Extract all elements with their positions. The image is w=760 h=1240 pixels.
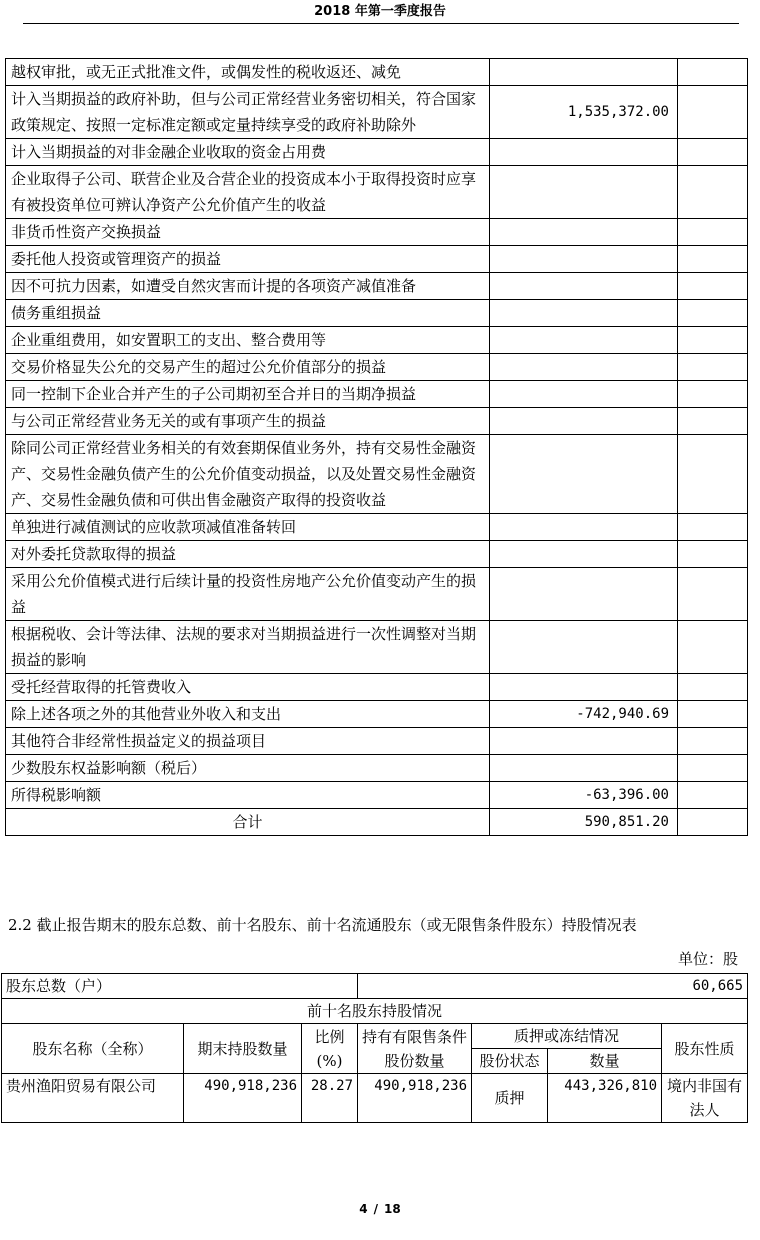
item-amount [490, 166, 678, 219]
table-row [6, 354, 748, 381]
item-amount [490, 568, 678, 621]
item-label: 企业重组费用，如安置职工的支出、整合费用等 [6, 327, 490, 354]
item-label: 根据税收、会计等法律、法规的要求对当期损益进行一次性调整对当期损益的影响 [6, 621, 490, 674]
table-row [6, 246, 748, 273]
header-pledge-status: 股份状态 [472, 1049, 548, 1074]
item-label: 越权审批，或无正式批准文件，或偶发性的税收返还、减免 [6, 59, 490, 86]
item-label: 其他符合非经常性损益定义的损益项目 [6, 728, 490, 755]
item-note [678, 782, 748, 809]
table-row [6, 755, 748, 782]
item-amount: -63,396.00 [490, 782, 678, 809]
item-label: 因不可抗力因素，如遭受自然灾害而计提的各项资产减值准备 [6, 273, 490, 300]
non-recurring-gains-table [5, 58, 748, 836]
header-pledge: 质押或冻结情况 [472, 1024, 662, 1049]
shareholders-table [1, 973, 748, 1123]
item-label: 交易价格显失公允的交易产生的超过公允价值部分的损益 [6, 354, 490, 381]
item-amount [490, 246, 678, 273]
top10-title: 前十名股东持股情况 [2, 999, 748, 1024]
item-note [678, 59, 748, 86]
item-note [678, 166, 748, 219]
header-pledge-count: 数量 [548, 1049, 662, 1074]
item-amount [490, 674, 678, 701]
table-row [6, 568, 748, 621]
table-row [6, 381, 748, 408]
item-amount [490, 300, 678, 327]
item-amount: 1,535,372.00 [490, 86, 678, 139]
item-note [678, 514, 748, 541]
item-label: 除上述各项之外的其他营业外收入和支出 [6, 701, 490, 728]
table-row [6, 701, 748, 728]
item-label: 债务重组损益 [6, 300, 490, 327]
total-note [678, 809, 748, 836]
item-label: 所得税影响额 [6, 782, 490, 809]
table-row [6, 86, 748, 139]
item-amount [490, 435, 678, 514]
item-amount: -742,940.69 [490, 701, 678, 728]
item-note [678, 408, 748, 435]
page-separator: / [373, 1202, 379, 1216]
page-footer [0, 1202, 760, 1216]
header-divider [23, 23, 739, 24]
item-amount [490, 327, 678, 354]
item-note [678, 381, 748, 408]
header-name: 股东名称（全称） [2, 1024, 184, 1074]
shareholder-pledge-count: 443,326,810 [548, 1074, 662, 1123]
table-row [6, 166, 748, 219]
item-note [678, 246, 748, 273]
item-amount [490, 354, 678, 381]
item-amount [490, 219, 678, 246]
header-restricted: 持有有限售条件股份数量 [358, 1024, 472, 1074]
item-note [678, 219, 748, 246]
item-amount [490, 541, 678, 568]
item-amount [490, 728, 678, 755]
total-holders-label: 股东总数（户） [2, 974, 358, 999]
item-amount [490, 59, 678, 86]
item-label: 计入当期损益的政府补助，但与公司正常经营业务密切相关，符合国家政策规定、按照一定标准定额或定量持续享受的政府补助除外 [6, 86, 490, 139]
item-label: 与公司正常经营业务无关的或有事项产生的损益 [6, 408, 490, 435]
table-row [6, 435, 748, 514]
shareholder-nature: 境内非国有法人 [662, 1074, 748, 1123]
item-note [678, 86, 748, 139]
table-row [6, 300, 748, 327]
item-note [678, 435, 748, 514]
item-amount [490, 621, 678, 674]
shareholder-row [2, 1074, 748, 1123]
item-label: 同一控制下企业合并产生的子公司期初至合并日的当期净损益 [6, 381, 490, 408]
table-row [6, 327, 748, 354]
shareholder-ratio: 28.27 [302, 1074, 358, 1123]
shareholder-restricted: 490,918,236 [358, 1074, 472, 1123]
item-label: 计入当期损益的对非金融企业收取的资金占用费 [6, 139, 490, 166]
item-note [678, 621, 748, 674]
table-row [6, 728, 748, 755]
item-note [678, 728, 748, 755]
shareholder-name: 贵州渔阳贸易有限公司 [2, 1074, 184, 1123]
item-label: 企业取得子公司、联营企业及合营企业的投资成本小于取得投资时应享有被投资单位可辨认净资产公允价值产生的收益 [6, 166, 490, 219]
item-note [678, 674, 748, 701]
table-row [6, 514, 748, 541]
item-note [678, 701, 748, 728]
table-row [6, 782, 748, 809]
table-row [6, 59, 748, 86]
table-row [6, 139, 748, 166]
item-label: 除同公司正常经营业务相关的有效套期保值业务外，持有交易性金融资产、交易性金融负债产生的公允价值变动损益，以及处置交易性金融资产、交易性金融负债和可供出售金融资产取得的投资收益 [6, 435, 490, 514]
item-note [678, 541, 748, 568]
item-label: 采用公允价值模式进行后续计量的投资性房地产公允价值变动产生的损益 [6, 568, 490, 621]
header-nature: 股东性质 [662, 1024, 748, 1074]
item-amount [490, 139, 678, 166]
item-note [678, 273, 748, 300]
total-holders-value: 60,665 [358, 974, 748, 999]
header-ratio: 比例(%) [302, 1024, 358, 1074]
item-amount [490, 514, 678, 541]
item-note [678, 354, 748, 381]
header-shares: 期末持股数量 [184, 1024, 302, 1074]
item-amount [490, 381, 678, 408]
total-row [6, 809, 748, 836]
table-row [6, 408, 748, 435]
item-label: 少数股东权益影响额（税后） [6, 755, 490, 782]
page-number: 4 [359, 1202, 368, 1216]
item-amount [490, 755, 678, 782]
item-note [678, 327, 748, 354]
item-amount [490, 273, 678, 300]
total-label: 合计 [6, 809, 490, 836]
table-row [6, 621, 748, 674]
item-label: 对外委托贷款取得的损益 [6, 541, 490, 568]
table-row [6, 674, 748, 701]
item-note [678, 755, 748, 782]
table-row [6, 219, 748, 246]
total-amount: 590,851.20 [490, 809, 678, 836]
item-label: 单独进行减值测试的应收款项减值准备转回 [6, 514, 490, 541]
item-note [678, 568, 748, 621]
item-label: 受托经营取得的托管费收入 [6, 674, 490, 701]
item-label: 非货币性资产交换损益 [6, 219, 490, 246]
item-note [678, 300, 748, 327]
shareholder-pledge-status: 质押 [472, 1074, 548, 1123]
table-row [6, 273, 748, 300]
item-amount [490, 408, 678, 435]
item-label: 委托他人投资或管理资产的损益 [6, 246, 490, 273]
report-header-title: 2018 年第一季度报告 [314, 4, 446, 19]
page-total: 18 [384, 1202, 401, 1216]
item-note [678, 139, 748, 166]
unit-label: 单位：股 [677, 950, 738, 968]
shareholder-shares: 490,918,236 [184, 1074, 302, 1123]
section-title: 2.2 截止报告期末的股东总数、前十名股东、前十名流通股东（或无限售条件股东）持股情况表 [8, 916, 637, 934]
table-row [6, 541, 748, 568]
